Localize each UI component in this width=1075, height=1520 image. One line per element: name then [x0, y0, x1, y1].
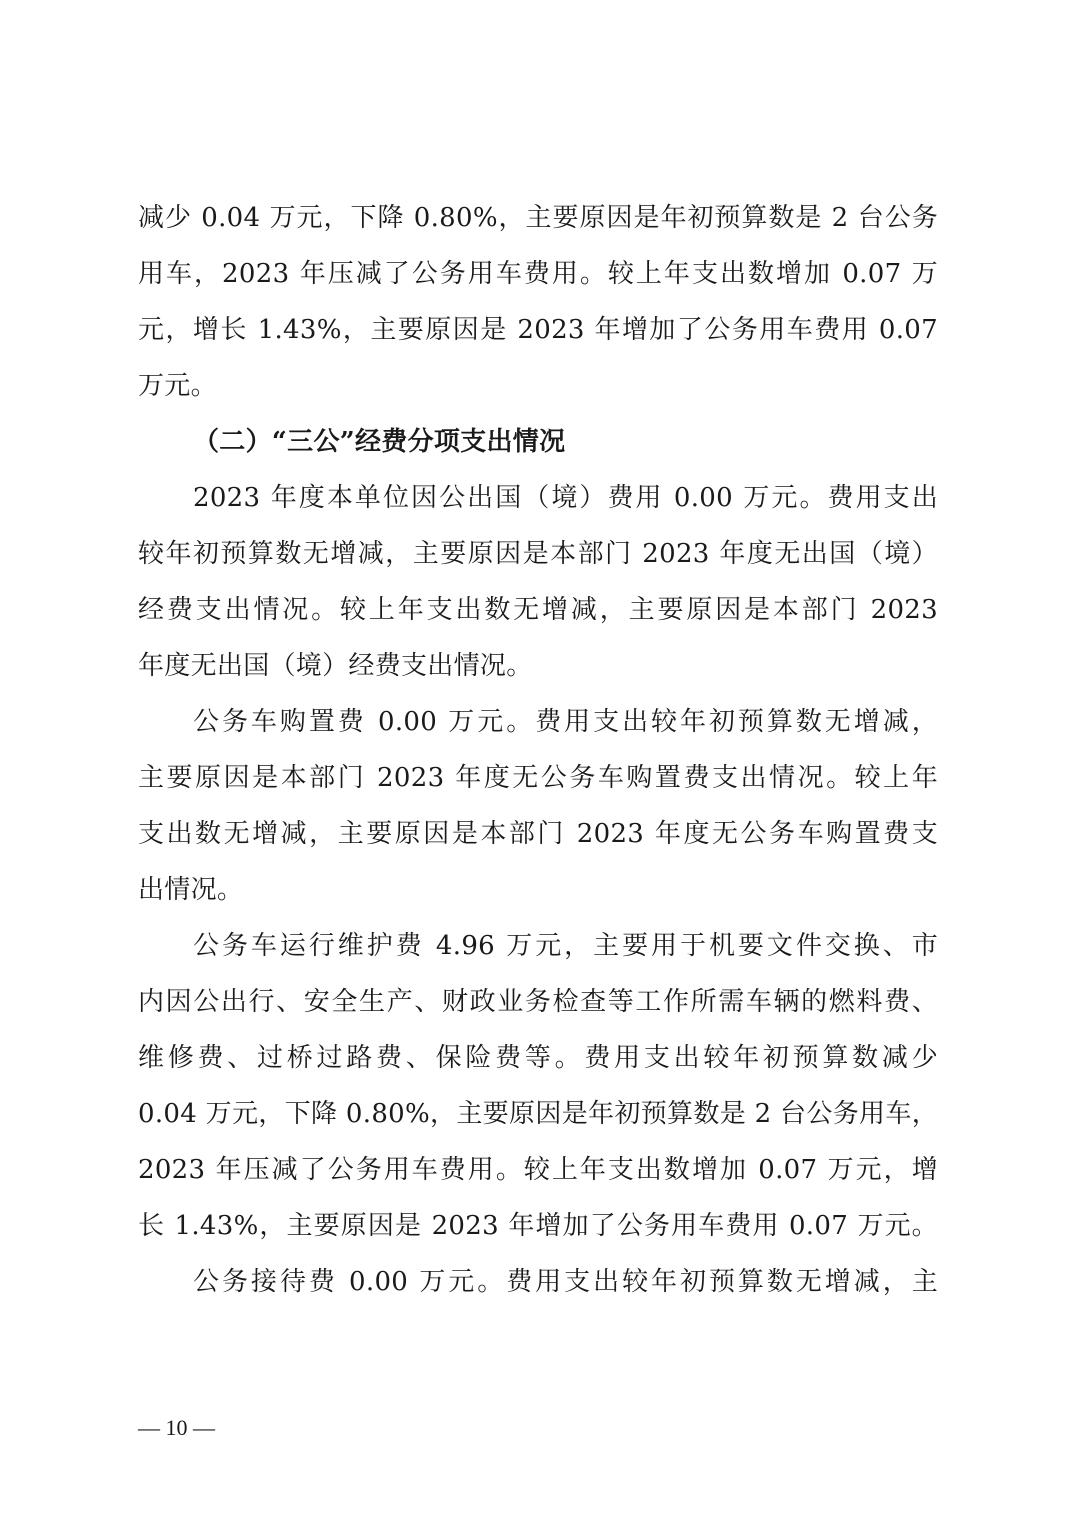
text-line: 经费支出情况。较上年支出数无增减，主要原因是本部门 2023 — [138, 595, 938, 625]
page-number: — 10 — — [138, 1415, 215, 1440]
text-line: 万元。 — [138, 371, 217, 401]
text-line: 支出数无增减，主要原因是本部门 2023 年度无公务车购置费支 — [138, 819, 938, 849]
text-line: 主要原因是本部门 2023 年度无公务车购置费支出情况。较上年 — [138, 763, 938, 793]
text-line: 较年初预算数无增减，主要原因是本部门 2023 年度无出国（境） — [138, 539, 938, 569]
text-line: 元，增长 1.43%，主要原因是 2023 年增加了公务用车费用 0.07 — [138, 315, 938, 345]
text-line: 维修费、过桥过路费、保险费等。费用支出较年初预算数减少 — [138, 1043, 938, 1073]
text-line: 长 1.43%，主要原因是 2023 年增加了公务用车费用 0.07 万元。 — [138, 1211, 938, 1241]
text-line: 公务车运行维护费 4.96 万元，主要用于机要文件交换、市 — [193, 931, 938, 961]
text-line: 内因公出行、安全生产、财政业务检查等工作所需车辆的燃料费、 — [138, 987, 938, 1017]
text-line: 公务接待费 0.00 万元。费用支出较年初预算数无增减，主 — [193, 1267, 938, 1297]
text-line: 减少 0.04 万元，下降 0.80%，主要原因是年初预算数是 2 台公务 — [138, 203, 938, 233]
text-line: 出情况。 — [138, 875, 244, 905]
text-line: 2023 年度本单位因公出国（境）费用 0.00 万元。费用支出 — [193, 483, 938, 513]
text-line: 年度无出国（境）经费支出情况。 — [138, 651, 533, 681]
text-line: 用车，2023 年压减了公务用车费用。较上年支出数增加 0.07 万 — [138, 259, 938, 289]
section-heading: （二）“三公”经费分项支出情况 — [193, 427, 566, 457]
text-line: 公务车购置费 0.00 万元。费用支出较年初预算数无增减， — [193, 707, 938, 737]
text-line: 0.04 万元，下降 0.80%，主要原因是年初预算数是 2 台公务用车， — [138, 1099, 938, 1129]
text-line: 2023 年压减了公务用车费用。较上年支出数增加 0.07 万元，增 — [138, 1155, 938, 1185]
